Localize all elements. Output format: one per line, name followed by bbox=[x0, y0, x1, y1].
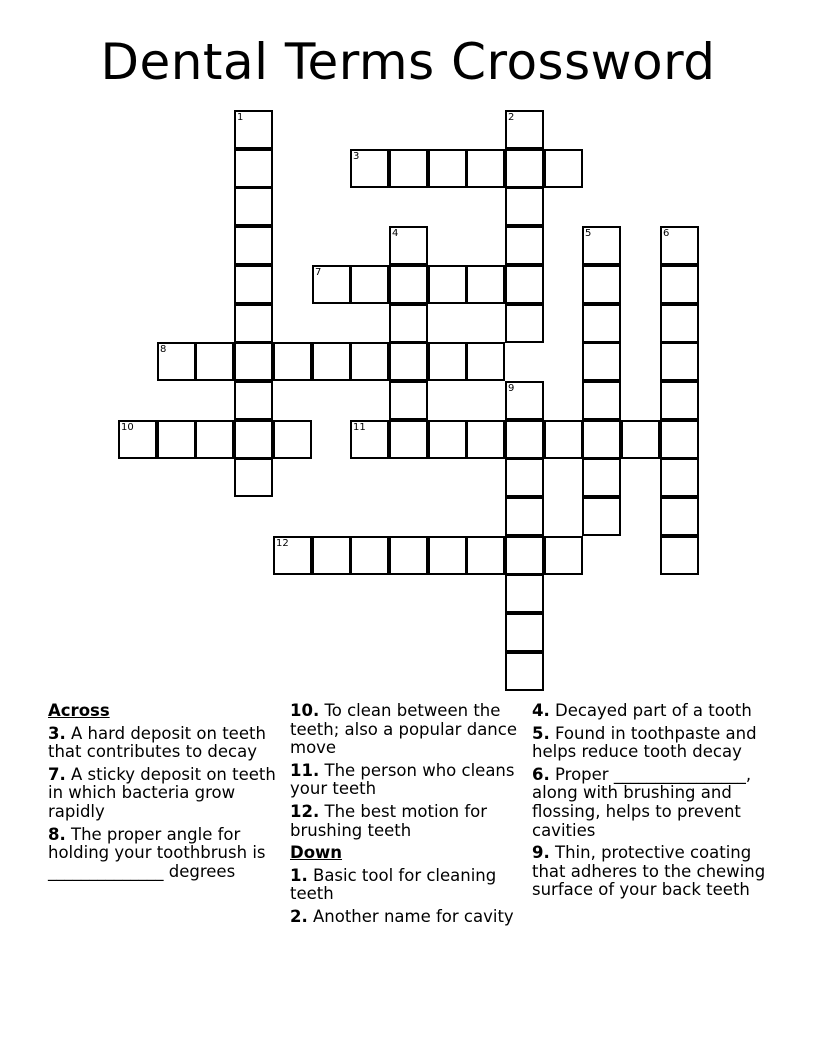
grid-cell[interactable] bbox=[660, 304, 699, 343]
grid-cell[interactable] bbox=[660, 536, 699, 575]
grid-cell[interactable] bbox=[428, 149, 467, 188]
grid-cell[interactable] bbox=[350, 420, 389, 459]
grid-cell[interactable] bbox=[350, 149, 389, 188]
grid-cell[interactable] bbox=[466, 149, 505, 188]
clue-number: 4 bbox=[392, 228, 399, 239]
across-heading: Across bbox=[48, 701, 110, 720]
clue-number: 6 bbox=[663, 228, 670, 239]
grid-cell[interactable] bbox=[389, 149, 428, 188]
grid-cell[interactable] bbox=[582, 497, 621, 536]
grid-cell[interactable] bbox=[505, 149, 544, 188]
clue-number: 1 bbox=[237, 112, 244, 123]
grid-cell[interactable] bbox=[273, 342, 312, 381]
grid-cell[interactable] bbox=[466, 420, 505, 459]
grid-cell[interactable] bbox=[234, 420, 273, 459]
clue-number: 2 bbox=[508, 112, 515, 123]
grid-cell[interactable] bbox=[505, 381, 544, 420]
clue-number: 7 bbox=[315, 267, 322, 278]
grid-cell[interactable] bbox=[582, 304, 621, 343]
grid-cell[interactable] bbox=[428, 536, 467, 575]
grid-cell[interactable] bbox=[505, 226, 544, 265]
grid-cell[interactable] bbox=[389, 226, 428, 265]
grid-cell[interactable] bbox=[505, 497, 544, 536]
clue-across-3: 3. A hard deposit on teeth that contributes to decay bbox=[48, 723, 266, 762]
grid-cell[interactable] bbox=[582, 342, 621, 381]
grid-cell[interactable] bbox=[195, 342, 234, 381]
grid-cell[interactable] bbox=[660, 381, 699, 420]
grid-cell[interactable] bbox=[660, 226, 699, 265]
clue-down-6: 6. Proper ________________, along with brushing and flossing, helps to prevent cavities bbox=[532, 764, 752, 840]
grid-cell[interactable] bbox=[389, 420, 428, 459]
clue-number: 9 bbox=[508, 383, 515, 394]
grid-cell[interactable] bbox=[428, 420, 467, 459]
grid-cell[interactable] bbox=[660, 458, 699, 497]
clue-number: 8 bbox=[160, 344, 167, 355]
clue-number: 12 bbox=[276, 538, 289, 549]
grid-cell[interactable] bbox=[157, 420, 196, 459]
grid-cell[interactable] bbox=[389, 304, 428, 343]
grid-cell[interactable] bbox=[350, 536, 389, 575]
clue-across-12: 12. The best motion for brushing teeth bbox=[290, 801, 488, 840]
grid-cell[interactable] bbox=[660, 342, 699, 381]
clues-column-1 bbox=[48, 702, 278, 885]
clue-across-11: 11. The person who cleans your teeth bbox=[290, 760, 515, 799]
grid-cell[interactable] bbox=[428, 342, 467, 381]
grid-cell[interactable] bbox=[582, 265, 621, 304]
grid-cell[interactable] bbox=[582, 381, 621, 420]
grid-cell[interactable] bbox=[273, 420, 312, 459]
grid-cell[interactable] bbox=[273, 536, 312, 575]
grid-cell[interactable] bbox=[234, 226, 273, 265]
grid-cell[interactable] bbox=[466, 342, 505, 381]
grid-cell[interactable] bbox=[389, 381, 428, 420]
grid-cell[interactable] bbox=[505, 458, 544, 497]
grid-cell[interactable] bbox=[350, 265, 389, 304]
clue-across-8: 8. The proper angle for holding your toothbrush is ______________ degrees bbox=[48, 824, 266, 881]
grid-cell[interactable] bbox=[118, 420, 157, 459]
grid-cell[interactable] bbox=[660, 497, 699, 536]
grid-cell[interactable] bbox=[234, 110, 273, 149]
grid-cell[interactable] bbox=[582, 420, 621, 459]
grid-cell[interactable] bbox=[660, 420, 699, 459]
grid-cell[interactable] bbox=[234, 187, 273, 226]
clue-down-4: 4. Decayed part of a tooth bbox=[532, 701, 752, 720]
grid-cell[interactable] bbox=[389, 536, 428, 575]
clue-down-9: 9. Thin, protective coating that adheres to the chewing surface of your back teeth bbox=[532, 843, 766, 900]
grid-cell[interactable] bbox=[505, 110, 544, 149]
grid-cell[interactable] bbox=[389, 265, 428, 304]
clue-across-7: 7. A sticky deposit on teeth in which bacteria grow rapidly bbox=[48, 764, 276, 821]
grid-cell[interactable] bbox=[234, 458, 273, 497]
grid-cell[interactable] bbox=[466, 536, 505, 575]
grid-cell[interactable] bbox=[505, 187, 544, 226]
grid-cell[interactable] bbox=[505, 536, 544, 575]
clue-number: 11 bbox=[353, 422, 366, 433]
grid-cell[interactable] bbox=[234, 304, 273, 343]
clues-column-2 bbox=[290, 702, 522, 931]
clue-down-5: 5. Found in toothpaste and helps reduce tooth decay bbox=[532, 723, 757, 762]
grid-cell[interactable] bbox=[544, 420, 583, 459]
clues-column-3 bbox=[532, 702, 772, 904]
clue-number: 10 bbox=[121, 422, 134, 433]
grid-cell[interactable] bbox=[312, 265, 351, 304]
grid-cell[interactable] bbox=[234, 342, 273, 381]
clue-down-2: 2. Another name for cavity bbox=[290, 906, 514, 926]
grid-cell[interactable] bbox=[660, 265, 699, 304]
grid-cell[interactable] bbox=[621, 420, 660, 459]
grid-cell[interactable] bbox=[505, 574, 544, 613]
grid-cell[interactable] bbox=[505, 265, 544, 304]
clue-down-1: 1. Basic tool for cleaning teeth bbox=[290, 865, 497, 904]
grid-cell[interactable] bbox=[505, 652, 544, 691]
grid-cell[interactable] bbox=[466, 265, 505, 304]
grid-cell[interactable] bbox=[582, 458, 621, 497]
grid-cell[interactable] bbox=[234, 149, 273, 188]
grid-cell[interactable] bbox=[234, 265, 273, 304]
grid-cell[interactable] bbox=[505, 420, 544, 459]
grid-cell[interactable] bbox=[195, 420, 234, 459]
grid-cell[interactable] bbox=[157, 342, 196, 381]
grid-cell[interactable] bbox=[428, 265, 467, 304]
grid-cell[interactable] bbox=[582, 226, 621, 265]
down-heading: Down bbox=[290, 843, 343, 863]
grid-cell[interactable] bbox=[389, 342, 428, 381]
grid-cell[interactable] bbox=[234, 381, 273, 420]
page-title: Dental Terms Crossword bbox=[100, 33, 716, 91]
clue-number: 5 bbox=[585, 228, 592, 239]
clue-number: 3 bbox=[353, 151, 360, 162]
grid-cell[interactable] bbox=[312, 536, 351, 575]
grid-cell[interactable] bbox=[544, 536, 583, 575]
grid-cell[interactable] bbox=[350, 342, 389, 381]
grid-cell[interactable] bbox=[505, 304, 544, 343]
grid-cell[interactable] bbox=[544, 149, 583, 188]
grid-cell[interactable] bbox=[312, 342, 351, 381]
grid-cell[interactable] bbox=[505, 613, 544, 652]
clue-across-10: 10. To clean between the teeth; also a popular dance move bbox=[290, 701, 517, 758]
